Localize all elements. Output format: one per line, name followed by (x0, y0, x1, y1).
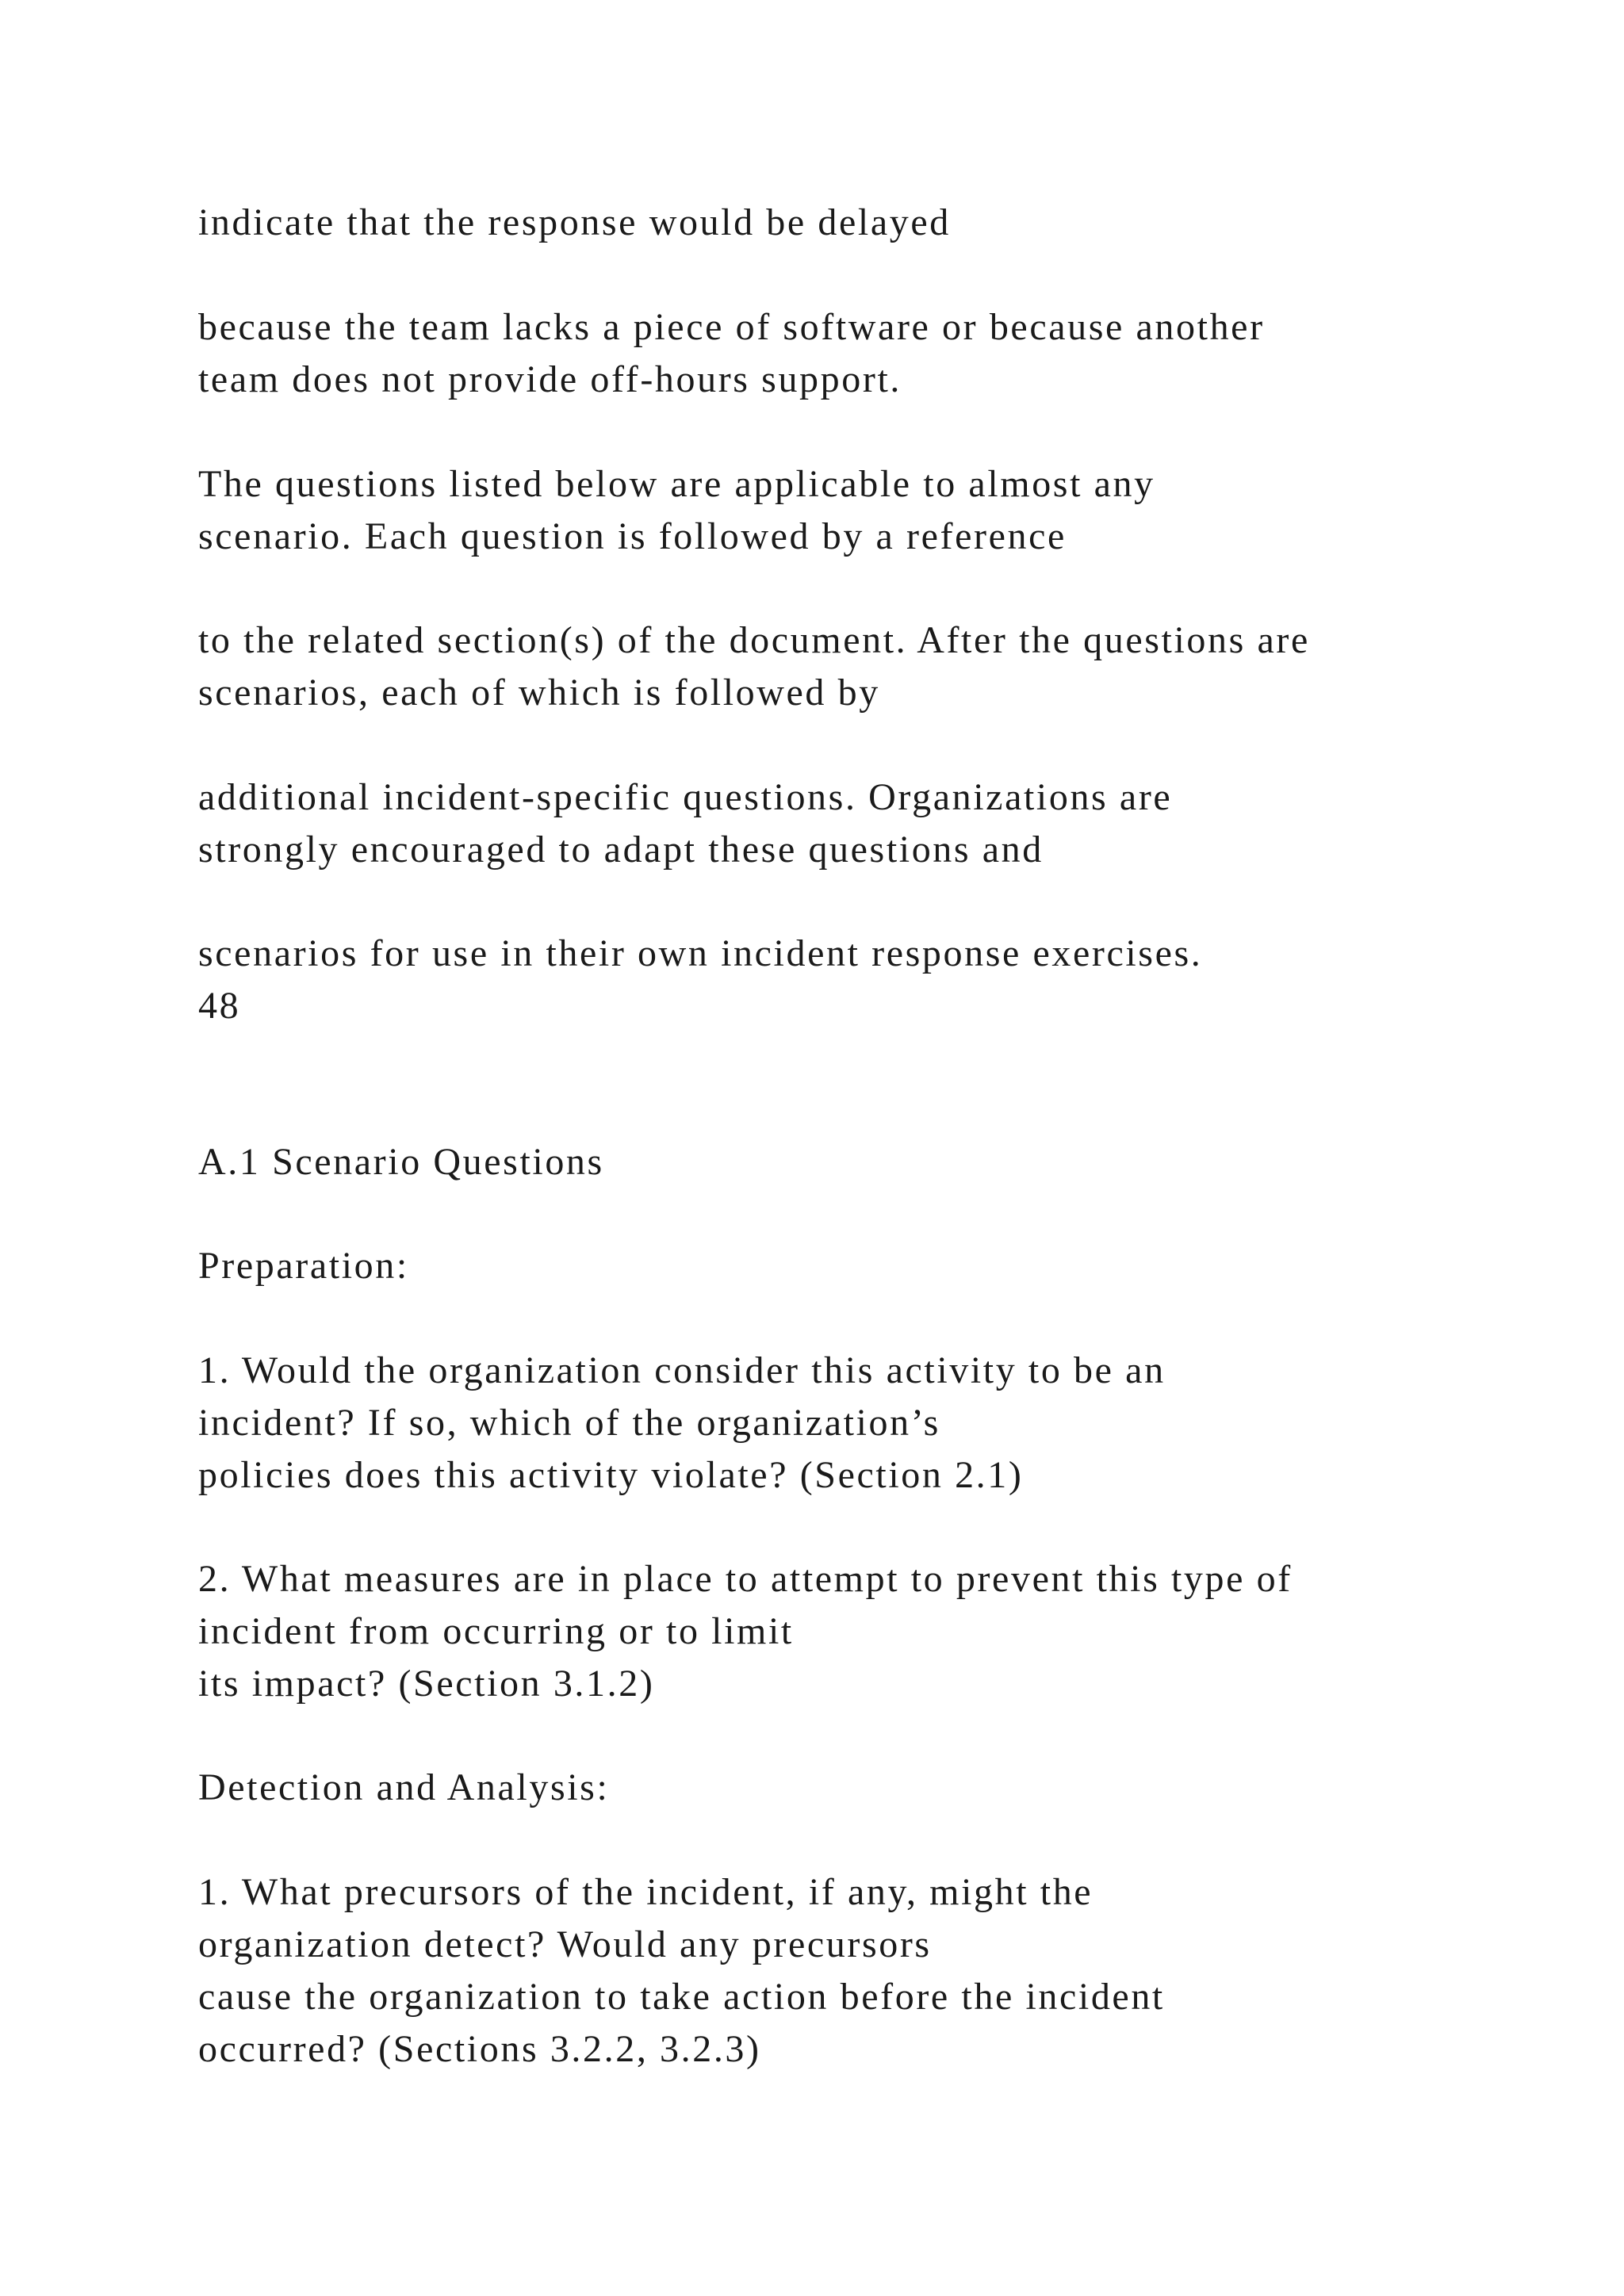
question-line: 2. What measures are in place to attempt to prevent this type of (198, 1558, 1293, 1600)
text-line: scenario. Each question is followed by a reference (198, 515, 1067, 557)
text-line: scenarios for use in their own incident response exercises. (198, 932, 1203, 974)
text-line: team does not provide off-hours support. (198, 358, 902, 400)
subsection-heading: Detection and Analysis: (198, 1766, 610, 1808)
question-line: incident from occurring or to limit (198, 1610, 794, 1652)
text-line: scenarios, each of which is followed by (198, 672, 880, 714)
text-line: strongly encouraged to adapt these questions and (198, 828, 1044, 871)
text-line: indicate that the response would be delayed (198, 201, 951, 243)
text-line: to the related section(s) of the document. After the questions are (198, 619, 1310, 661)
text-line: because the team lacks a piece of software or because another (198, 306, 1265, 348)
question-line: cause the organization to take action before the incident (198, 1976, 1165, 2018)
question-line: 1. What precursors of the incident, if any, might the (198, 1871, 1094, 1913)
section-heading: A.1 Scenario Questions (198, 1141, 604, 1183)
question-line: organization detect? Would any precursors (198, 1923, 932, 1965)
subsection-heading: Preparation: (198, 1245, 409, 1287)
text-line: additional incident-specific questions. Organizations are (198, 776, 1173, 818)
page-number: 48 (198, 985, 241, 1027)
question-line: 1. Would the organization consider this activity to be an (198, 1349, 1166, 1391)
question-line: its impact? (Section 3.1.2) (198, 1663, 655, 1705)
question-line: policies does this activity violate? (Section 2.1) (198, 1454, 1024, 1496)
question-line: incident? If so, which of the organization’s (198, 1402, 940, 1444)
text-line: The questions listed below are applicable to almost any (198, 463, 1155, 505)
question-line: occurred? (Sections 3.2.2, 3.2.3) (198, 2028, 761, 2070)
